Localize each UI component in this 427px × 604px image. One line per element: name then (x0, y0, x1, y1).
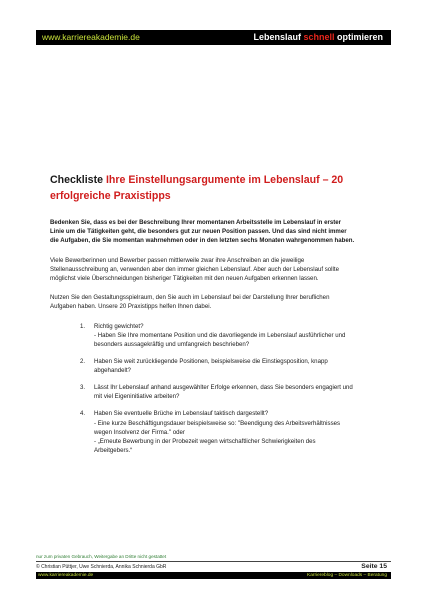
list-item (80, 322, 355, 349)
tagline-accent: schnell (303, 32, 335, 42)
title-prefix: Checkliste (50, 174, 106, 186)
footer-url[interactable]: www.karriereakademie.de (38, 573, 94, 578)
tip-number: 3. (80, 384, 86, 392)
tip-line: - Eine kurze Beschäftigungsdauer beispielsweise so: "Beendigung des Arbeitsverhältnisses wegen Insolvenz der Firma." oder (94, 419, 341, 436)
tip-line: Haben Sie weit zurückliegende Positionen, beispielsweise die Einstiegsposition, knapp abgehandelt? (94, 358, 328, 375)
tip-line: - Haben Sie Ihre momentane Position und die davorliegende im Lebenslauf ausführlicher und besonders aussagekräftig und umfangreich beschrieben? (94, 331, 346, 348)
lead-paragraph: Bedenken Sie, dass es bei der Beschreibung Ihrer momentanen Arbeitsstelle im Lebenslauf in erster Linie um die Tätigkeiten geht, die besonders gut zur neuen Position passen. Und das sind nicht immer die Aufgaben, die Sie momentan wahrnehmen oder in den letzten sechs Monaten wahrgenommen haben. (50, 219, 355, 245)
footer (36, 553, 391, 571)
list-item (80, 409, 355, 454)
list-item (80, 383, 355, 401)
tips-list (50, 322, 355, 455)
tip-number: 1. (80, 322, 86, 330)
page-number: Seite 15 (361, 563, 387, 570)
header-bar (36, 30, 391, 45)
footer-bar (36, 572, 391, 579)
footer-divider (36, 561, 391, 562)
header-url[interactable]: www.karriereakademie.de (42, 32, 140, 42)
tip-line: - „Erneute Bewerbung in der Probezeit wegen wirtschaftlicher Schwierigkeiten des Arbeitgebers.“ (94, 437, 316, 454)
footer-notice: nur zum privaten Gebrauch, Weitergabe an Dritte nicht gestattet (36, 554, 167, 559)
header-tagline (253, 31, 383, 44)
title-highlight: Ihre Einstellungsargumente im Lebenslauf – 20 erfolgreiche Praxistipps (50, 174, 344, 202)
footer-links[interactable]: Karriereblog – Downloads – Beratung (307, 573, 387, 578)
footer-copyright: © Christian Püttjer, Uwe Schnierda, Annika Schnierda GbR (36, 564, 167, 570)
document-body (50, 172, 355, 463)
paragraph-3: Nutzen Sie den Gestaltungsspielraum, den Sie auch im Lebenslauf bei der Darstellung Ihrer beruflichen Aufgaben haben. Unsere 20 Praxistipps helfen Ihnen dabei. (50, 293, 330, 310)
tip-line: Haben Sie eventuelle Brüche im Lebenslauf taktisch dargestellt? (94, 410, 269, 418)
paragraph-2: Viele Bewerberinnen und Bewerber passen mittlerweile zwar ihre Anschreiben an die jeweilige Stellenausschreibung an, verwenden aber den immer gleichen Lebenslauf. Aber auch der Lebenslauf sollte möglichst viele Überschneidungen bisheriger Tätigkeiten mit den neuen Aufgaben erkennen lassen. (50, 257, 339, 283)
page-title (50, 172, 355, 204)
tip-line: Richtig gewichtet? (94, 322, 144, 330)
tip-number: 4. (80, 410, 86, 418)
list-item (80, 357, 355, 375)
tagline-post: optimieren (334, 32, 383, 42)
tip-number: 2. (80, 358, 86, 366)
tip-line: Lässt Ihr Lebenslauf anhand ausgewählter Erfolge erkennen, dass Sie besonders engagiert und mit viel Eigeninitiative arbeiten? (94, 384, 353, 401)
tagline-pre: Lebenslauf (253, 32, 304, 42)
